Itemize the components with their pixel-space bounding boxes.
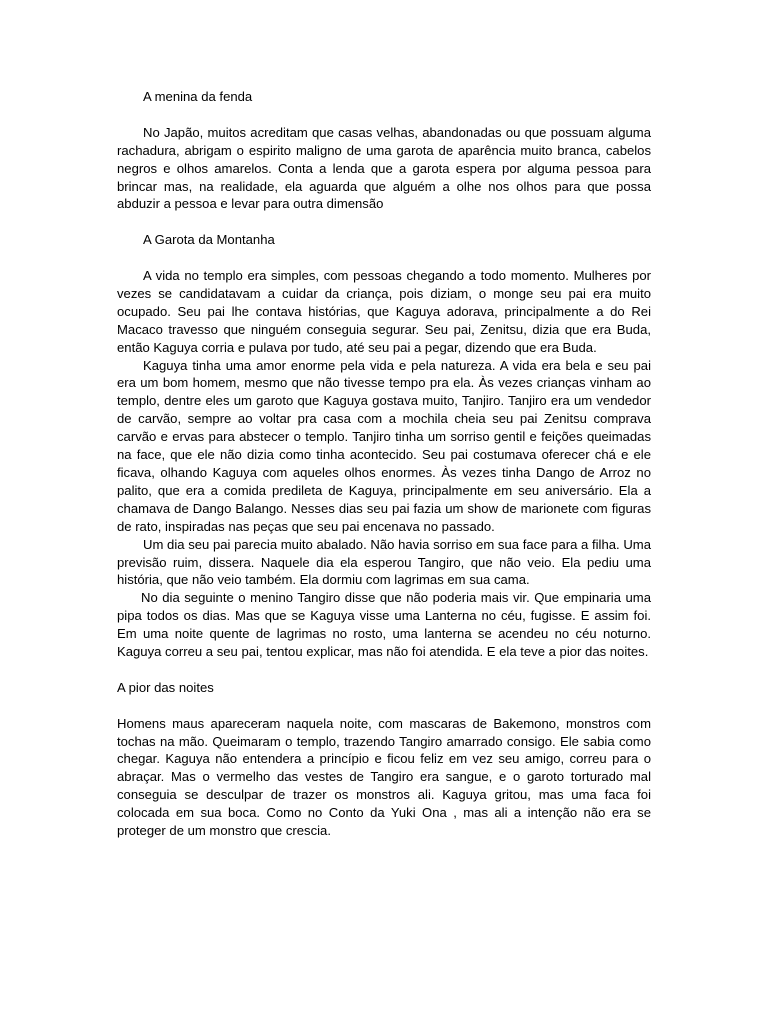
spacer xyxy=(117,249,651,267)
paragraph: Kaguya tinha uma amor enorme pela vida e pela natureza. A vida era bela e seu pai era um bom homem, mesmo que não tivesse tempo pra ela. Às vezes crianças vinham ao templo, dentre eles um garoto que Kaguya gostava muito, Tanjiro. Tanjiro era um vendedor de carvão, sempre ao voltar pra casa com a mochila cheia seu pai Zenitsu comprava carvão e ervas para abstecer o templo. Tanjiro tinha um sorriso gentil e feições queimadas na face, que ele não dizia como tinha acontecido. Seu pai costumava oferecer chá e ele ficava, olhando Kaguya com aqueles olhos enormes. Às vezes tinha Dango de Arroz no palito, que era a comida predileta de Kaguya, principalmente em seu aniversário. Ela a chamava de Dango Balango. Nesses dias seu pai fazia um show de marionete com figuras de rato, inspiradas nas peças que seu pai encenava no passado. xyxy=(117,357,651,534)
paragraph: Um dia seu pai parecia muito abalado. Não havia sorriso em sua face para a filha. Uma previsão ruim, dissera. Naquele dia ela esperou Tangiro, que não veio. Ela pediu uma história, que não veio também. Ela dormiu com lagrimas em sua cama. xyxy=(117,536,651,588)
paragraph: No Japão, muitos acreditam que casas velhas, abandonadas ou que possuam alguma rachadura, abrigam o espirito maligno de uma garota de aparência muito branca, cabelos negros e olhos amarelos. Conta a lenda que a garota espera por alguma pessoa para brincar mas, na realidade, ela aguarda que alguém a olhe nos olhos para que possa abduzir a pessoa e levar para outra dimensão xyxy=(117,124,651,212)
paragraph: A vida no templo era simples, com pessoas chegando a todo momento. Mulheres por vezes se candidatavam a cuidar da criança, pois diziam, o monge seu pai era muito ocupado. Seu pai lhe contava histórias, que Kaguya adorava, principalmente a do Rei Macaco travesso que ninguém conseguia segurar. Seu pai, Zenitsu, dizia que era Buda, então Kaguya corria e pulava por tudo, até seu pai a pegar, dizendo que era Buda. xyxy=(117,268,651,355)
spacer xyxy=(117,106,651,124)
spacer xyxy=(117,697,651,715)
section-title-pior-das-noites: A pior das noites xyxy=(117,679,214,695)
spacer xyxy=(117,213,651,231)
document-page xyxy=(117,88,651,840)
section-title-garota-da-montanha: A Garota da Montanha xyxy=(143,232,275,248)
paragraph: Homens maus apareceram naquela noite, com mascaras de Bakemono, monstros com tochas na mão. Queimaram o templo, trazendo Tangiro amarrado consigo. Ele sabia como chegar. Kaguya não entendera a princípio e ficou feliz em vez seu amigo, correu para o abraçar. Mas o vermelho das vestes de Tangiro era sangue, e o garoto torturado mal conseguia se desculpar de trazer os monstros ali. Kaguya gritou, mas uma faca foi colocada em sua boca. Como no Conto da Yuki Ona , mas ali a intenção não era se proteger de um monstro que crescia. xyxy=(117,715,651,839)
section-title-menina-da-fenda: A menina da fenda xyxy=(143,89,253,104)
spacer xyxy=(117,661,651,679)
paragraph: No dia seguinte o menino Tangiro disse que não poderia mais vir. Que empinaria uma pipa todos os dias. Mas que se Kaguya visse uma Lanterna no céu, fugisse. E assim foi. Em uma noite quente de lagrimas no rosto, uma lanterna se acendeu no céu noturno. Kaguya correu a seu pai, tentou explicar, mas não foi atendida. E ela teve a pior das noites. xyxy=(117,590,651,660)
